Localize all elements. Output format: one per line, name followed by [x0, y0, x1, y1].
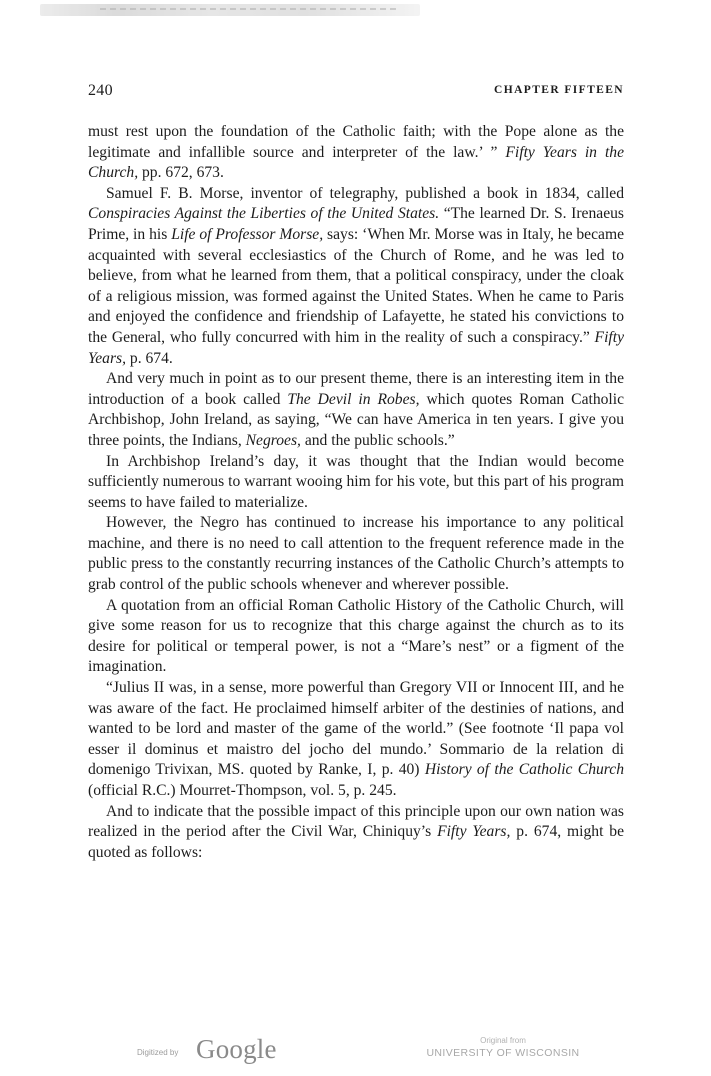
- italic-text-run: History of the Catholic Church: [424, 761, 624, 779]
- paragraph: [88, 122, 624, 184]
- text-run: “Julius II was, in a sense, more powerful than Gregory VII or Innocent III, and he was aware of the fact. He proclaimed himself arbiter of the destinies of nations, and wanted to be lord and master of the game of the world.” (See footnote ‘Il papa vol esser il dominus et maistro del jocho del mundo.’ Sommario de la relation di domenigo Trivixan, MS. quoted by Ranke, I, p. 40): [88, 679, 624, 779]
- original-from-label: Original from: [480, 1036, 526, 1045]
- paragraph: [88, 802, 624, 864]
- source-watermark: [418, 1036, 588, 1060]
- paragraph: [88, 678, 624, 802]
- scan-edge-artifact: [40, 4, 420, 16]
- text-run: p. 674.: [126, 349, 173, 367]
- italic-text-run: Negroes,: [245, 431, 301, 449]
- text-run: which quotes Roman Catholic Archbishop, John Ireland, as saying, “We can have America in ten years. I give you three points, the Indians,: [88, 390, 624, 449]
- university-label: UNIVERSITY OF WISCONSIN: [426, 1047, 580, 1059]
- digitized-by-google-watermark: [137, 1034, 297, 1068]
- page-header: [88, 82, 624, 102]
- text-run: must rest upon the foundation of the Catholic faith; with the Pope alone as the legitimate and infallible source and interpreter of the law.’ ”: [88, 123, 624, 161]
- text-run: In Archbishop Ireland’s day, it was thought that the Indian would become sufficiently numerous to warrant wooing him for his vote, but this part of his program seems to have failed to materialize.: [88, 452, 624, 511]
- text-run: And to indicate that the possible impact of this principle upon our own nation was realized in the period after the Civil War, Chiniquy’s: [88, 802, 624, 841]
- italic-text-run: Fifty Years in the Church,: [88, 143, 624, 182]
- italic-text-run: The Devil in Robes,: [287, 390, 420, 408]
- paragraph: [88, 452, 624, 514]
- paragraph: [88, 369, 624, 451]
- text-run: A quotation from an official Roman Catholic History of the Catholic Church, will give some reason for us to recognize that this charge against the church as to its desire for political or temperal power, is not a “Mare’s nest” or a figment of the imagination.: [88, 596, 624, 676]
- google-logo: Google: [196, 1034, 277, 1064]
- text-run: “The learned Dr. S. Irenaeus Prime, in his: [88, 205, 624, 243]
- text-run: p. 674, might be quoted as follows:: [88, 823, 625, 861]
- text-run: (official R.C.) Mourret-Thompson, vol. 5, p. 245.: [88, 782, 397, 799]
- page-number: 240: [88, 82, 113, 99]
- italic-text-run: Conspiracies Against the Liberties of the United States.: [88, 205, 440, 223]
- text-run: and the public schools.”: [300, 431, 455, 449]
- text-run: Samuel F. B. Morse, inventor of telegraphy, published a book in 1834, called: [106, 184, 624, 202]
- text-run: says: ‘When Mr. Morse was in Italy, he became acquainted with several ecclesiastics of the Church of Rome, and he was led to believe, from what he learned from them, that a political conspiracy, under the cloak of a religious mission, was formed against the United States. When he came to Paris and enjoyed the confidence and friendship of Lafayette, he stated his convictions to the General, who fully concurred with him in the reality of such a conspiracy.”: [88, 225, 625, 346]
- italic-text-run: Fifty Years,: [88, 328, 624, 367]
- paragraph: [88, 513, 624, 595]
- italic-text-run: Life of Professor Morse,: [171, 225, 324, 243]
- chapter-title: CHAPTER FIFTEEN: [494, 84, 624, 96]
- text-run: And very much in point as to our present theme, there is an interesting item in the introduction of a book called: [88, 370, 624, 408]
- text-run: pp. 672, 673.: [138, 164, 224, 182]
- text-run: However, the Negro has continued to increase his importance to any political machine, and there is no need to call attention to the frequent reference made in the public press to the constantly recurring instances of the Catholic Church’s attempts to grab control of the public schools whenever and wherever possible.: [88, 514, 624, 594]
- body-text: [88, 122, 624, 863]
- paragraph: [88, 184, 624, 369]
- digitized-by-label: Digitized by: [137, 1048, 179, 1057]
- italic-text-run: Fifty Years,: [437, 823, 511, 841]
- paragraph: [88, 596, 624, 678]
